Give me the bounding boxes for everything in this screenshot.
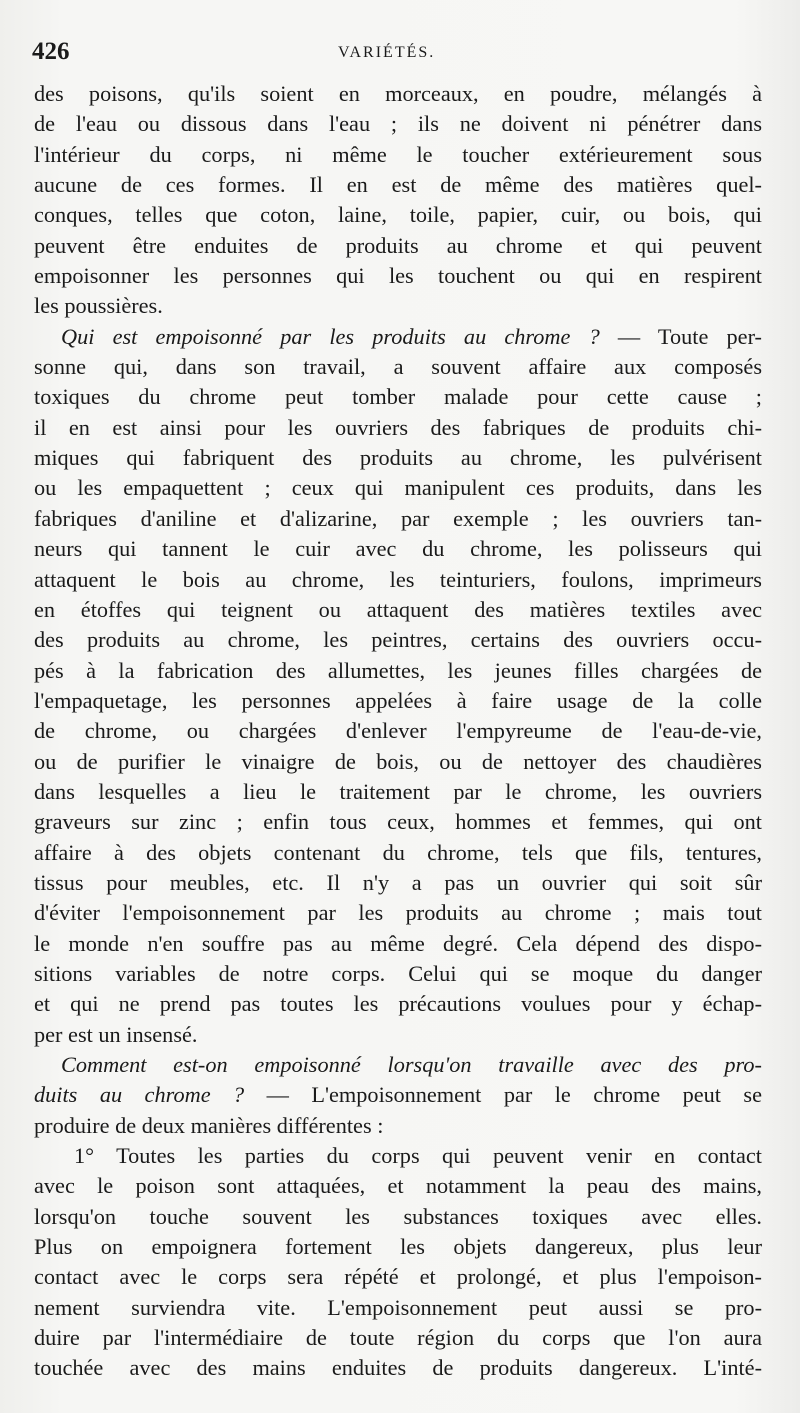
text-line: de l'eau ou dissous dans l'eau ; ils ne doivent ni pénétrer dans (34, 111, 762, 137)
text-line: aucune de ces formes. Il en est de même des matières quel- (34, 172, 762, 198)
text-line: peuvent être enduites de produits au chrome et qui peuvent (34, 232, 762, 258)
text-line: il en est ainsi pour les ouvriers des fabriques de produits chi- (34, 414, 762, 440)
text-line: touchée avec des mains enduites de produits dangereux. L'inté- (34, 1355, 762, 1381)
page-number: 426 (32, 38, 70, 65)
text-run: — L'empoisonnement par le chrome peut se (244, 1082, 762, 1108)
italic-question: Comment est-on empoisonné lorsqu'on travaille avec des pro- (61, 1052, 762, 1077)
text-line: sonne qui, dans son travail, a souvent affaire aux composés (34, 354, 762, 380)
text-line: les poussières. (34, 293, 163, 319)
text-line: ou de purifier le vinaigre de bois, ou de nettoyer des chaudières (34, 748, 762, 774)
text-line (34, 1080, 762, 1110)
text-line: des poisons, qu'ils soient en morceaux, en poudre, mélangés à (34, 81, 762, 106)
text-line: sitions variables de notre corps. Celui qui se moque du danger (34, 960, 762, 986)
text-line: de chrome, ou chargées d'enlever l'empyreume de l'eau-de-vie, (34, 718, 762, 744)
body-text (34, 79, 762, 1384)
italic-question: duits au chrome ? (34, 1082, 245, 1108)
text-line: fabriques d'aniline et d'alizarine, par exemple ; les ouvriers tan- (34, 505, 762, 531)
italic-question: Qui est empoisonné par les produits au chrome ? (61, 323, 600, 349)
text-line: graveurs sur zinc ; enfin tous ceux, hommes et femmes, qui ont (34, 809, 762, 835)
text-line: Plus on empoignera fortement les objets dangereux, plus leur (34, 1234, 762, 1260)
text-line: nement surviendra vite. L'empoisonnement peut aussi se pro- (34, 1294, 762, 1320)
text-line: pés à la fabrication des allumettes, les jeunes filles chargées de (34, 657, 762, 683)
page-header (32, 38, 768, 68)
text-line: neurs qui tannent le cuir avec du chrome, les polisseurs qui (34, 536, 762, 562)
running-head: VARIÉTÉS. (338, 44, 436, 61)
text-line: contact avec le corps sera répété et prolongé, et plus l'empoison- (34, 1264, 762, 1290)
text-line: lorsqu'on touche souvent les substances toxiques avec elles. (34, 1203, 762, 1229)
text-line: le monde n'en souffre pas au même degré. Cela dépend des dispo- (34, 930, 762, 956)
text-line: l'empaquetage, les personnes appelées à faire usage de la colle (34, 687, 762, 713)
text-line: ou les empaquettent ; ceux qui manipulent ces produits, dans les (34, 475, 762, 501)
text-line: dans lesquelles a lieu le traitement par le chrome, les ouvriers (34, 778, 762, 804)
text-line: per est un insensé. (34, 1021, 198, 1047)
text-line: empoisonner les personnes qui les touchent ou qui en respirent (34, 263, 762, 289)
paragraph-first-line: 1° Toutes les parties du corps qui peuvent venir en contact (74, 1143, 762, 1169)
text-line: attaquent le bois au chrome, les teinturiers, foulons, imprimeurs (34, 566, 762, 592)
text-line: d'éviter l'empoisonnement par les produits au chrome ; mais tout (34, 900, 762, 926)
text-line: l'intérieur du corps, ni même le toucher extérieurement sous (34, 141, 762, 167)
text-line: avec le poison sont attaquées, et notamment la peau des mains, (34, 1173, 762, 1199)
text-line: miques qui fabriquent des produits au chrome, les pulvérisent (34, 445, 762, 471)
text-run: — Toute per- (599, 323, 762, 349)
text-line: et qui ne prend pas toutes les précautions voulues pour y échap- (34, 991, 762, 1017)
paragraph-first-line (34, 322, 762, 352)
text-line: duire par l'intermédiaire de toute région du corps que l'on aura (34, 1325, 762, 1351)
text-line: des produits au chrome, les peintres, certains des ouvriers occu- (34, 627, 762, 653)
text-line: toxiques du chrome peut tomber malade pour cette cause ; (34, 384, 762, 410)
text-line: en étoffes qui teignent ou attaquent des matières textiles avec (34, 596, 762, 622)
text-line: produire de deux manières différentes : (34, 1112, 384, 1138)
paragraph-first-line (34, 1050, 762, 1080)
text-line: affaire à des objets contenant du chrome, tels que fils, tentures, (34, 839, 762, 865)
text-line: conques, telles que coton, laine, toile, papier, cuir, ou bois, qui (34, 202, 762, 228)
text-line: tissus pour meubles, etc. Il n'y a pas un ouvrier qui soit sûr (34, 869, 762, 895)
